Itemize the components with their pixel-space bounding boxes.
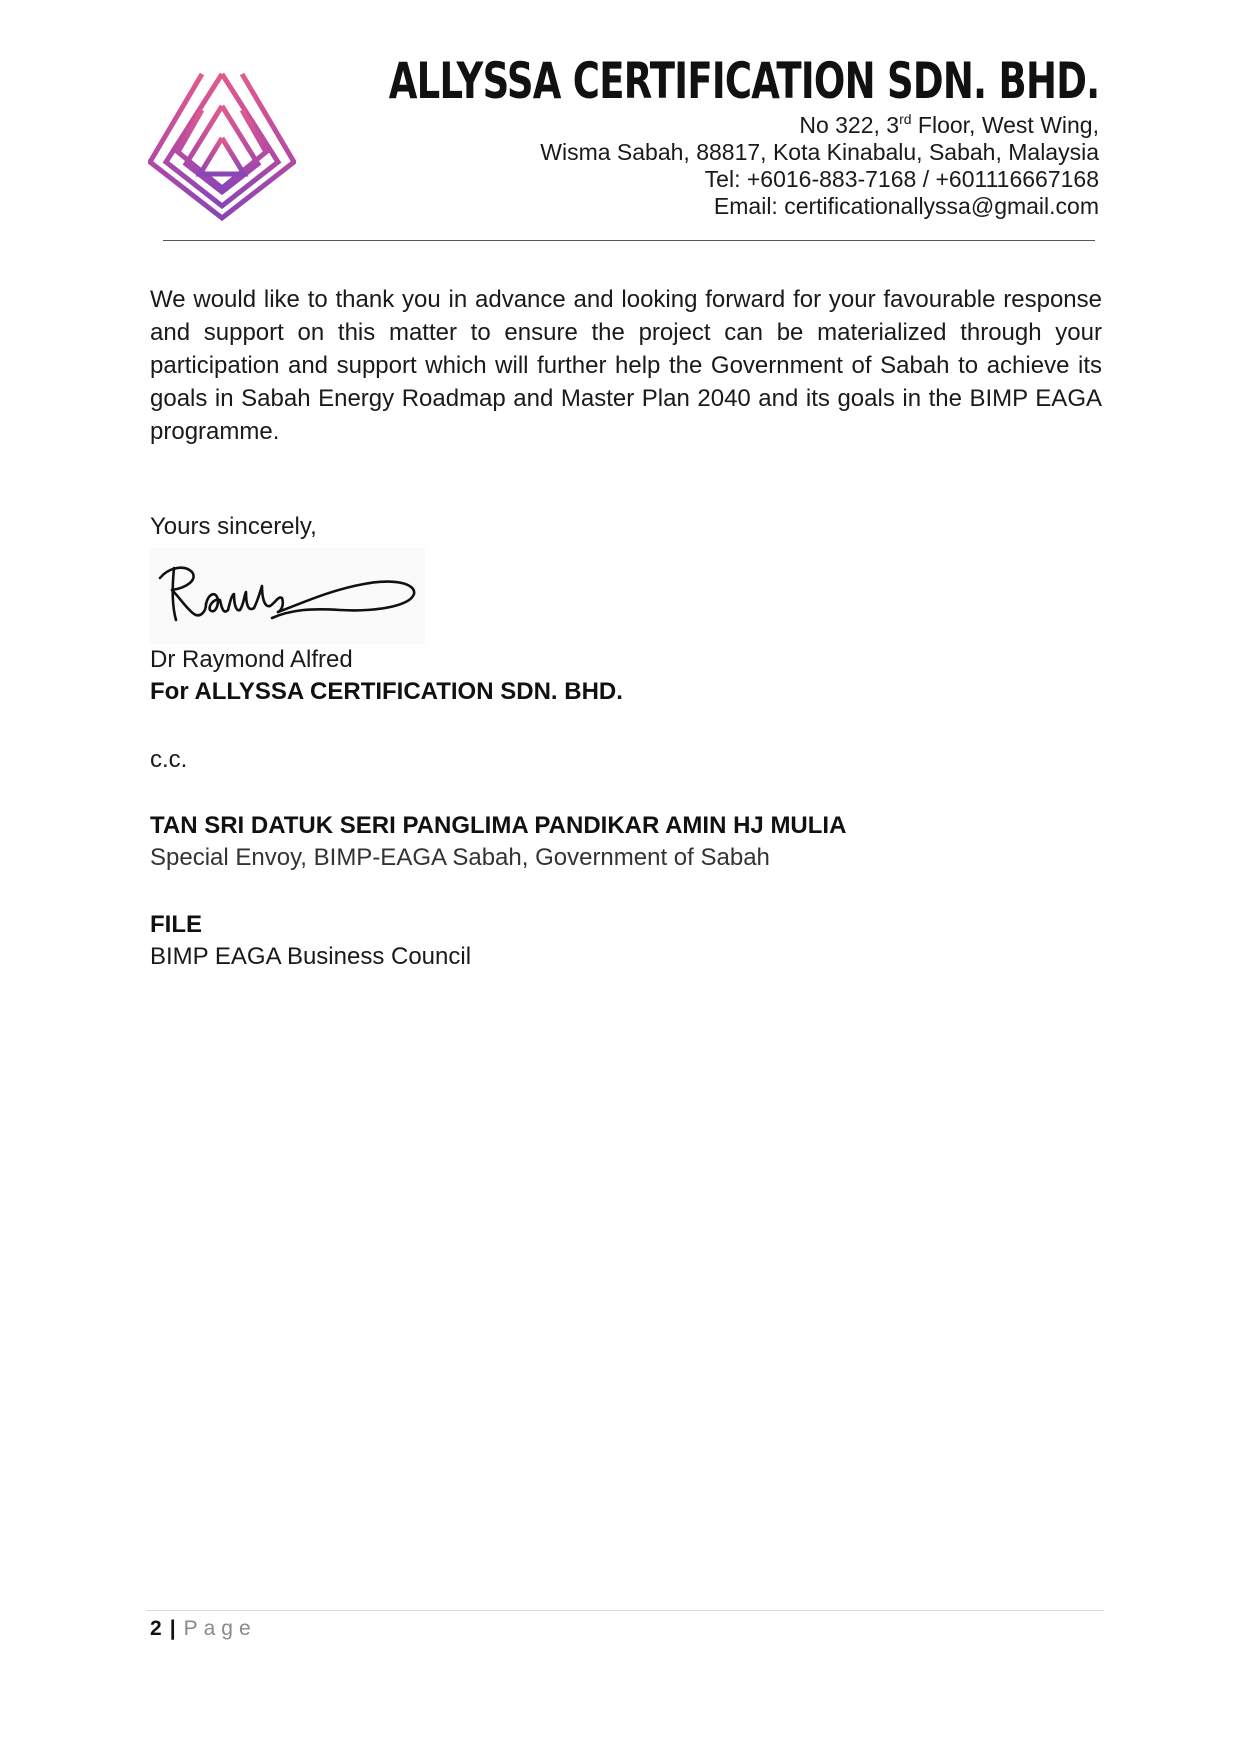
footer-divider [146, 1610, 1104, 1611]
page-footer [150, 1617, 257, 1641]
email-line: Email: certificationallyssa@gmail.com [713, 193, 1099, 219]
signer-name: Dr Raymond Alfred [150, 646, 353, 673]
cc-recipient-title: Special Envoy, BIMP-EAGA Sabah, Government of Sabah [150, 844, 770, 871]
company-name: ALLYSSA CERTIFICATION SDN. BHD. [388, 52, 1099, 110]
file-label: FILE [150, 911, 202, 938]
phone-line: Tel: +6016-883-7168 / +601116667168 [704, 166, 1099, 192]
company-logo-icon [148, 70, 296, 222]
handwritten-signature [150, 548, 425, 644]
page-number: 2 [150, 1617, 162, 1640]
file-value: BIMP EAGA Business Council [150, 943, 472, 970]
company-address [540, 112, 1099, 220]
page-separator: | [169, 1617, 176, 1640]
page-label: Page [183, 1617, 257, 1640]
cc-recipient-name: TAN SRI DATUK SERI PANGLIMA PANDIKAR AMIN HJ MULIA [150, 812, 847, 839]
cc-label: c.c. [150, 746, 188, 773]
header-divider [163, 240, 1095, 241]
closing-salutation: Yours sincerely, [150, 513, 317, 540]
address-line-1: No 322, 3rd Floor, West Wing, [799, 111, 1099, 138]
signer-organization: For ALLYSSA CERTIFICATION SDN. BHD. [150, 678, 623, 705]
address-line-2: Wisma Sabah, 88817, Kota Kinabalu, Sabah, Malaysia [540, 139, 1099, 165]
body-paragraph: We would like to thank you in advance and looking forward for your favourable response and support on this matter to ensure the project can be materialized through your participation and support which will further help the Government of Sabah to achieve its goals in Sabah Energy Roadmap and Master Plan 2040 and its goals in the BIMP EAGA programme. [150, 286, 1102, 445]
